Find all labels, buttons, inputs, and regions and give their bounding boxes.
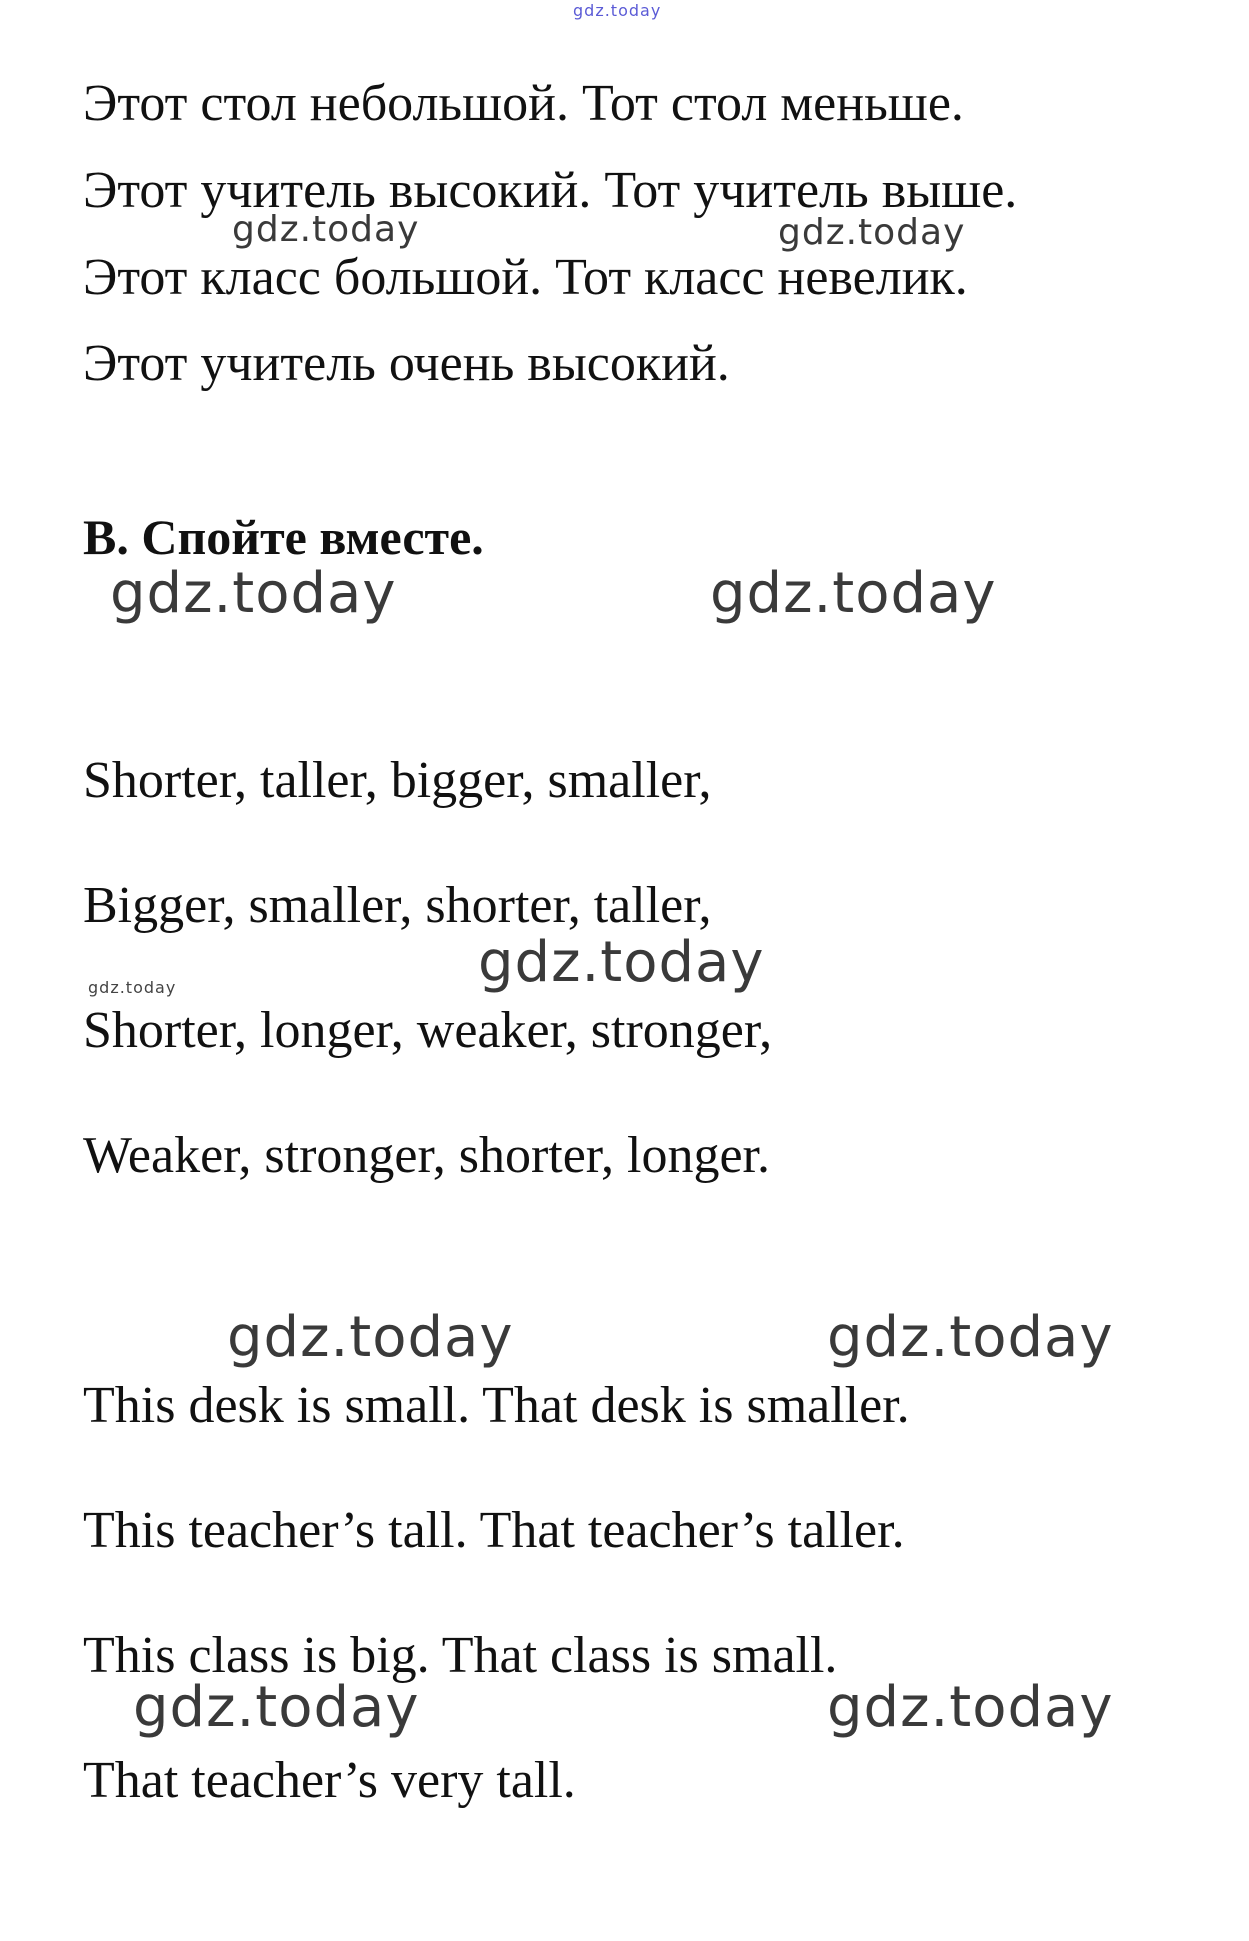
watermark-text: gdz.today — [710, 561, 997, 626]
russian-line-2: Этот учитель высокий. Тот учитель выше. — [83, 162, 1018, 219]
watermark-text: gdz.today — [133, 1675, 420, 1740]
watermark-text: gdz.today — [227, 1305, 514, 1370]
english-line-3: This class is big. That class is small. — [83, 1627, 838, 1684]
watermark-text: gdz.today — [110, 561, 397, 626]
watermark-text: gdz.today — [573, 1, 662, 20]
watermark-text: gdz.today — [827, 1305, 1114, 1370]
russian-line-3: Этот класс большой. Тот класс невелик. — [83, 249, 968, 306]
english-line-1: This desk is small. That desk is smaller. — [83, 1377, 910, 1434]
song-line-3: Shorter, longer, weaker, stronger, — [83, 1002, 773, 1059]
song-line-1: Shorter, taller, bigger, smaller, — [83, 752, 712, 809]
watermark-text: gdz.today — [478, 930, 765, 995]
watermark-text: gdz.today — [778, 212, 966, 253]
song-line-2: Bigger, smaller, shorter, taller, — [83, 877, 712, 934]
russian-line-1: Этот стол небольшой. Тот стол меньше. — [83, 75, 964, 132]
section-heading: B. Спойте вместе. — [83, 509, 484, 565]
song-line-4: Weaker, stronger, shorter, longer. — [83, 1127, 770, 1184]
watermark-text: gdz.today — [88, 978, 177, 997]
english-line-2: This teacher’s tall. That teacher’s taller. — [83, 1502, 905, 1559]
russian-line-4: Этот учитель очень высокий. — [83, 335, 730, 392]
watermark-text: gdz.today — [827, 1675, 1114, 1740]
watermark-text: gdz.today — [232, 209, 420, 250]
english-line-4: That teacher’s very tall. — [83, 1752, 576, 1809]
